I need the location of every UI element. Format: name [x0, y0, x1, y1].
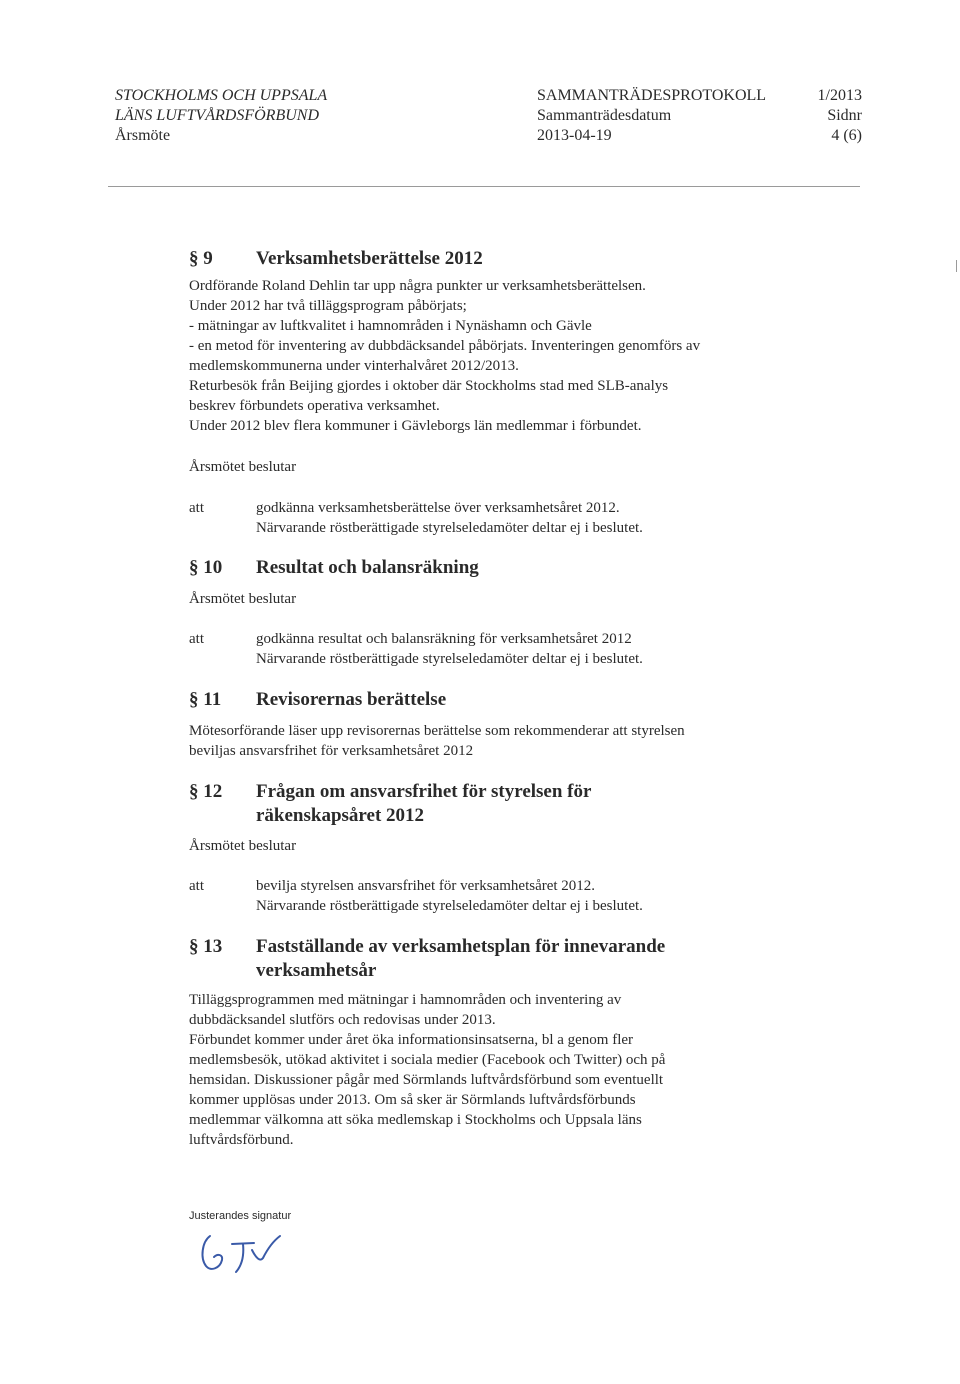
header-document [537, 86, 766, 146]
body-line: - mätningar av luftkvalitet i hamnområden i Nynäshamn och Gävle [189, 318, 592, 334]
decision-line: Närvarande röstberättigade styrelseledamöter deltar ej i beslutet. [256, 898, 643, 914]
section-title-line: Frågan om ansvarsfrihet för styrelsen för [256, 781, 592, 802]
decision-line: godkänna verksamhetsberättelse över verksamhetsåret 2012. [256, 500, 620, 516]
body-line: Förbundet kommer under året öka informationsinsatserna, bl a genom fler [189, 1032, 634, 1048]
decision-line: Närvarande röstberättigade styrelseledamöter deltar ej i beslutet. [256, 520, 643, 536]
page-number: 4 (6) [831, 127, 862, 144]
section-number: § 9 [189, 248, 213, 269]
decision-intro: Årsmötet beslutar [189, 838, 297, 854]
meeting-date: 2013-04-19 [537, 127, 612, 144]
section-number: § 12 [189, 781, 223, 802]
body-line: hemsidan. Diskussioner pågår med Sörmlands luftvårdsförbund som eventuellt [189, 1072, 664, 1088]
body-line: Tilläggsprogrammen med mätningar i hamnområden och inventering av [189, 992, 622, 1008]
header-pagination [780, 86, 862, 146]
signature-label: Justerandes signatur [189, 1210, 292, 1222]
decision-text [256, 629, 816, 669]
body-line: kommer upplösas under 2013. Om så sker är Sörmlands luftvårdsförbunds [189, 1092, 636, 1108]
section-title-line: Verksamhetsberättelse 2012 [256, 248, 483, 269]
decision-text [256, 498, 816, 538]
decision-line: Närvarande röstberättigade styrelseledamöter deltar ej i beslutet. [256, 651, 643, 667]
body-line: medlemsbesök, utökad aktivitet i sociala medier (Facebook och Twitter) och på [189, 1052, 666, 1068]
section-title-line: räkenskapsåret 2012 [256, 805, 425, 826]
body-line: medlemskommunerna under vinterhalvåret 2012/2013. [189, 358, 519, 374]
decision-intro: Årsmötet beslutar [189, 459, 297, 475]
header-divider [108, 186, 860, 187]
section-number: § 11 [189, 689, 222, 710]
header-organization [115, 86, 327, 146]
att-keyword: att [189, 631, 204, 647]
body-line: medlemmar välkomna att söka medlemskap i Stockholms och Uppsala läns [189, 1112, 642, 1128]
body-line: - en metod för inventering av dubbdäcksandel påbörjats. Inventeringen genomförs av [189, 338, 701, 354]
section-title [256, 247, 776, 271]
body-line: dubbdäcksandel slutförs och redovisas under 2013. [189, 1012, 496, 1028]
org-name-line1: STOCKHOLMS OCH UPPSALA [115, 87, 328, 104]
section-title [256, 935, 776, 983]
body-line: beviljas ansvarsfrihet för verksamhetsåret 2012 [189, 743, 474, 759]
section-number: § 10 [189, 557, 223, 578]
section-body-9 [189, 276, 789, 436]
body-line: beskrev förbundets operativa verksamhet. [189, 398, 440, 414]
att-keyword: att [189, 500, 204, 516]
section-title-line: Revisorernas berättelse [256, 689, 447, 710]
decision-text [256, 876, 816, 916]
section-title-line: Resultat och balansräkning [256, 557, 479, 578]
section-title [256, 780, 776, 828]
body-line: Under 2012 blev flera kommuner i Gävleborgs län medlemmar i förbundet. [189, 418, 642, 434]
document-type: SAMMANTRÄDESPROTOKOLL [537, 87, 767, 104]
section-title-line: Fastställande av verksamhetsplan för innevarande [256, 936, 666, 957]
decision-line: bevilja styrelsen ansvarsfrihet för verksamhetsåret 2012. [256, 878, 596, 894]
page-label: Sidnr [827, 107, 862, 124]
meeting-type: Årsmöte [115, 127, 171, 144]
body-line: Mötesorförande läser upp revisorernas berättelse som rekommenderar att styrelsen [189, 723, 685, 739]
section-title [256, 688, 776, 712]
protocol-number: 1/2013 [817, 87, 862, 104]
decision-line: godkänna resultat och balansräkning för verksamhetsåret 2012 [256, 631, 632, 647]
body-line: Under 2012 har två tilläggsprogram påbörjats; [189, 298, 467, 314]
att-keyword: att [189, 878, 204, 894]
section-body-13 [189, 990, 789, 1150]
date-label: Sammanträdesdatum [537, 107, 672, 124]
body-line: Returbesök från Beijing gjordes i oktober där Stockholms stad med SLB-analys [189, 378, 669, 394]
org-name-line2: LÄNS LUFTVÅRDSFÖRBUND [115, 107, 319, 124]
body-line: luftvårdsförbund. [189, 1132, 294, 1148]
section-title-line: verksamhetsår [256, 960, 377, 981]
section-number: § 13 [189, 936, 223, 957]
handwritten-signature [196, 1228, 296, 1278]
edge-mark [956, 260, 957, 272]
decision-intro: Årsmötet beslutar [189, 591, 297, 607]
body-line: Ordförande Roland Dehlin tar upp några punkter ur verksamhetsberättelsen. [189, 278, 646, 294]
section-title [256, 556, 776, 580]
section-body-11 [189, 721, 789, 761]
